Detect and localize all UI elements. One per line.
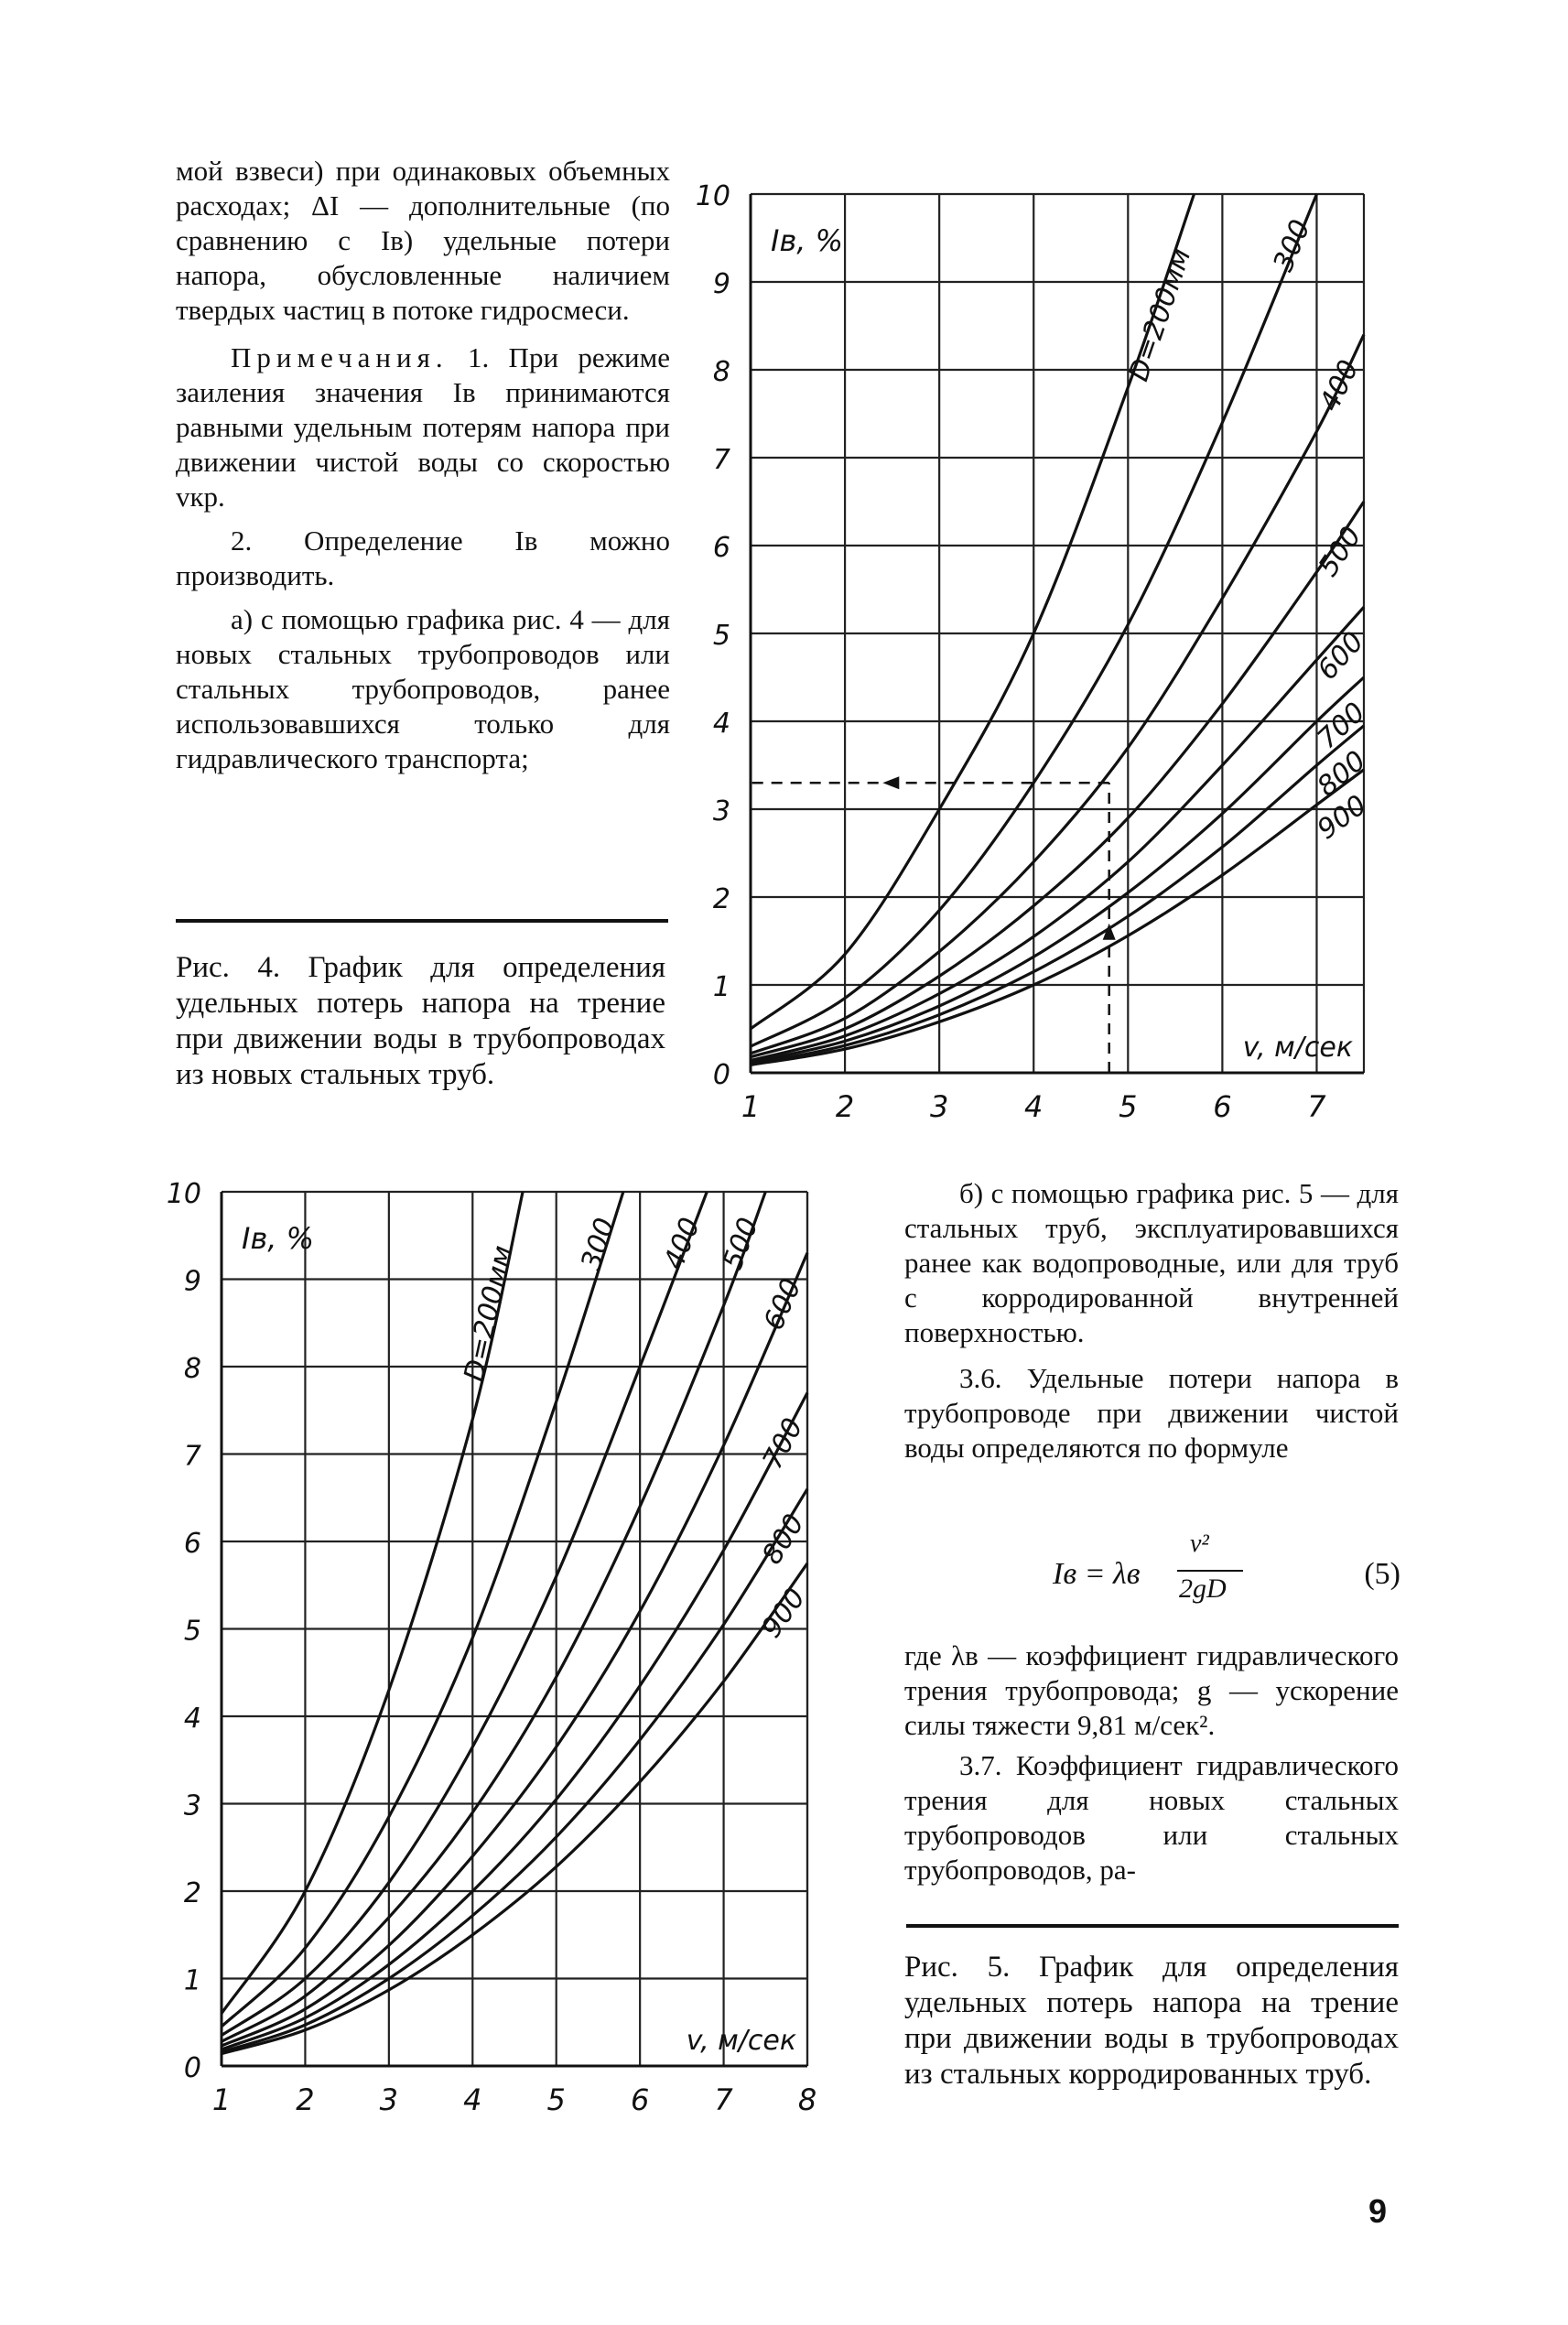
series-label: 700: [756, 1412, 810, 1475]
x-tick-label: 4: [463, 2082, 482, 2117]
y-tick-label: 6: [712, 532, 730, 564]
y-tick-label: 3: [712, 795, 730, 827]
x-tick-label: 6: [1213, 1089, 1232, 1124]
y-tick-label: 5: [712, 620, 730, 652]
x-tick-label: 1: [741, 1089, 761, 1124]
series-line: [751, 726, 1364, 1065]
series-label: D=200мм: [458, 1242, 520, 1385]
where-paragraph: где λв — коэффициент гидравлического трения трубопровода; g — ускорение силы тяжести 9,81 м/сек².: [904, 1639, 1399, 1741]
fig4-chart: [695, 174, 1400, 1144]
series-label: 500: [1312, 521, 1368, 583]
y-tick-label: 9: [183, 1265, 201, 1298]
x-tick-label: 2: [835, 1089, 855, 1124]
example-arrow-left: [882, 776, 899, 789]
divider-rule-2: [906, 1924, 1399, 1928]
series-line: [751, 335, 1364, 1054]
y-tick-label: 1: [183, 1964, 201, 1997]
right-column-text-2: [904, 1638, 1399, 1887]
y-tick-label: 10: [166, 1178, 201, 1210]
note-2b: б) с помощью графика рис. 5 — для стальных труб, эксплуатировавшихся ранее как водопроводные, или для труб с корродированной внутренней поверхностью.: [904, 1177, 1399, 1348]
x-tick-label: 5: [1119, 1089, 1138, 1124]
note-1: 1. При режиме заиления значения Iв принимаются равными удельным потерям напора при движении чистой воды со скоростью vкр.: [176, 341, 671, 513]
y-axis-label: Iв, %: [771, 223, 844, 258]
series-line: [751, 677, 1364, 1063]
y-tick-label: 1: [712, 971, 730, 1003]
x-tick-label: 8: [797, 2082, 817, 2117]
y-tick-label: 0: [712, 1059, 730, 1091]
series-label: 300: [575, 1214, 622, 1274]
formula-5: [1053, 1530, 1400, 1616]
y-axis-label: Iв, %: [242, 1221, 315, 1256]
y-tick-label: 0: [183, 2052, 201, 2084]
series-label: 700: [1311, 696, 1372, 756]
series-label: 300: [1267, 215, 1317, 276]
x-tick-label: 6: [630, 2082, 650, 2117]
y-tick-label: 4: [183, 1703, 201, 1735]
series-label: 800: [755, 1509, 811, 1571]
formula-bar: [1177, 1570, 1243, 1572]
notes-paragraph: [176, 341, 670, 514]
formula-lhs: Iв = λв: [1053, 1557, 1141, 1591]
fig4-caption: Рис. 4. График для определения удельных потерь напора на трение при движении воды в трубопроводах из новых стальных труб.: [176, 951, 665, 1091]
series-label: 900: [755, 1582, 813, 1644]
series-label: 400: [657, 1213, 707, 1274]
x-tick-label: 7: [1307, 1089, 1326, 1124]
y-tick-label: 7: [183, 1440, 201, 1473]
formula-numerator: v²: [1190, 1530, 1209, 1558]
x-axis-label: v, м/сек: [1242, 1032, 1353, 1064]
x-tick-label: 2: [296, 2082, 315, 2117]
right-column-text: [904, 1176, 1399, 1465]
y-tick-label: 6: [183, 1528, 201, 1560]
paragraph-3-6: 3.6. Удельные потери напора в трубопроводе при движении чистой воды определяются по формуле: [904, 1362, 1399, 1464]
y-tick-label: 3: [183, 1790, 201, 1822]
note-2: 2. Определение Iв можно производить.: [176, 524, 670, 591]
y-tick-label: 2: [183, 1877, 201, 1909]
paragraph-continuation: мой взвеси) при одинаковых объемных расходах; ΔI — дополнительные (по сравнению с Iв) удельные потери напора, обусловленные наличием твердых частиц в потоке гидросмеси.: [176, 155, 670, 326]
divider-rule: [176, 919, 668, 923]
x-tick-label: 5: [546, 2082, 566, 2117]
paragraph-3-7: 3.7. Коэффициент гидравлического трения для новых стальных трубопроводов или стальных трубопроводов, ра-: [904, 1749, 1399, 1886]
series-line: [222, 1253, 807, 2046]
series-label: 900: [1311, 789, 1373, 847]
x-tick-label: 4: [1024, 1089, 1044, 1124]
series-line: [222, 1563, 807, 2054]
y-tick-label: 8: [183, 1353, 201, 1385]
formula-tag: (5): [1364, 1557, 1400, 1591]
series-line: [222, 1393, 807, 2049]
page-number: 9: [1368, 2192, 1388, 2230]
formula-denominator: 2gD: [1179, 1573, 1227, 1604]
x-tick-label: 3: [379, 2082, 399, 2117]
series-label: 600: [757, 1273, 808, 1336]
x-tick-label: 1: [211, 2082, 232, 2117]
series-line: [222, 1192, 623, 2027]
series-label: 800: [1311, 744, 1373, 804]
y-tick-label: 9: [712, 268, 730, 300]
y-tick-label: 2: [712, 883, 730, 915]
y-tick-label: 8: [712, 356, 730, 388]
series-label: 600: [1311, 625, 1371, 687]
y-tick-label: 5: [183, 1615, 201, 1648]
series-line: [222, 1489, 807, 2052]
y-tick-label: 7: [712, 444, 730, 476]
y-tick-label: 10: [695, 180, 730, 212]
fig5-caption: Рис. 5. График для определения удельных потерь напора на трение при движении воды в трубопроводах из стальных корродированных труб.: [904, 1951, 1399, 2091]
series-label: 400: [1314, 355, 1366, 416]
x-axis-label: v, м/сек: [686, 2025, 796, 2057]
series-label: 500: [717, 1213, 765, 1274]
note-2a: а) с помощью графика рис. 4 — для новых стальных трубопроводов или стальных трубопроводов, ранее использовавшихся только для гидравлического транспорта;: [176, 603, 670, 774]
y-tick-label: 4: [712, 708, 730, 740]
x-tick-label: 3: [929, 1089, 949, 1124]
top-left-text: [176, 154, 670, 776]
notes-heading: Примечания.: [231, 341, 449, 373]
x-tick-label: 7: [714, 2082, 733, 2117]
series-label: D=200мм: [1122, 243, 1198, 385]
fig5-chart: [166, 1172, 842, 2142]
